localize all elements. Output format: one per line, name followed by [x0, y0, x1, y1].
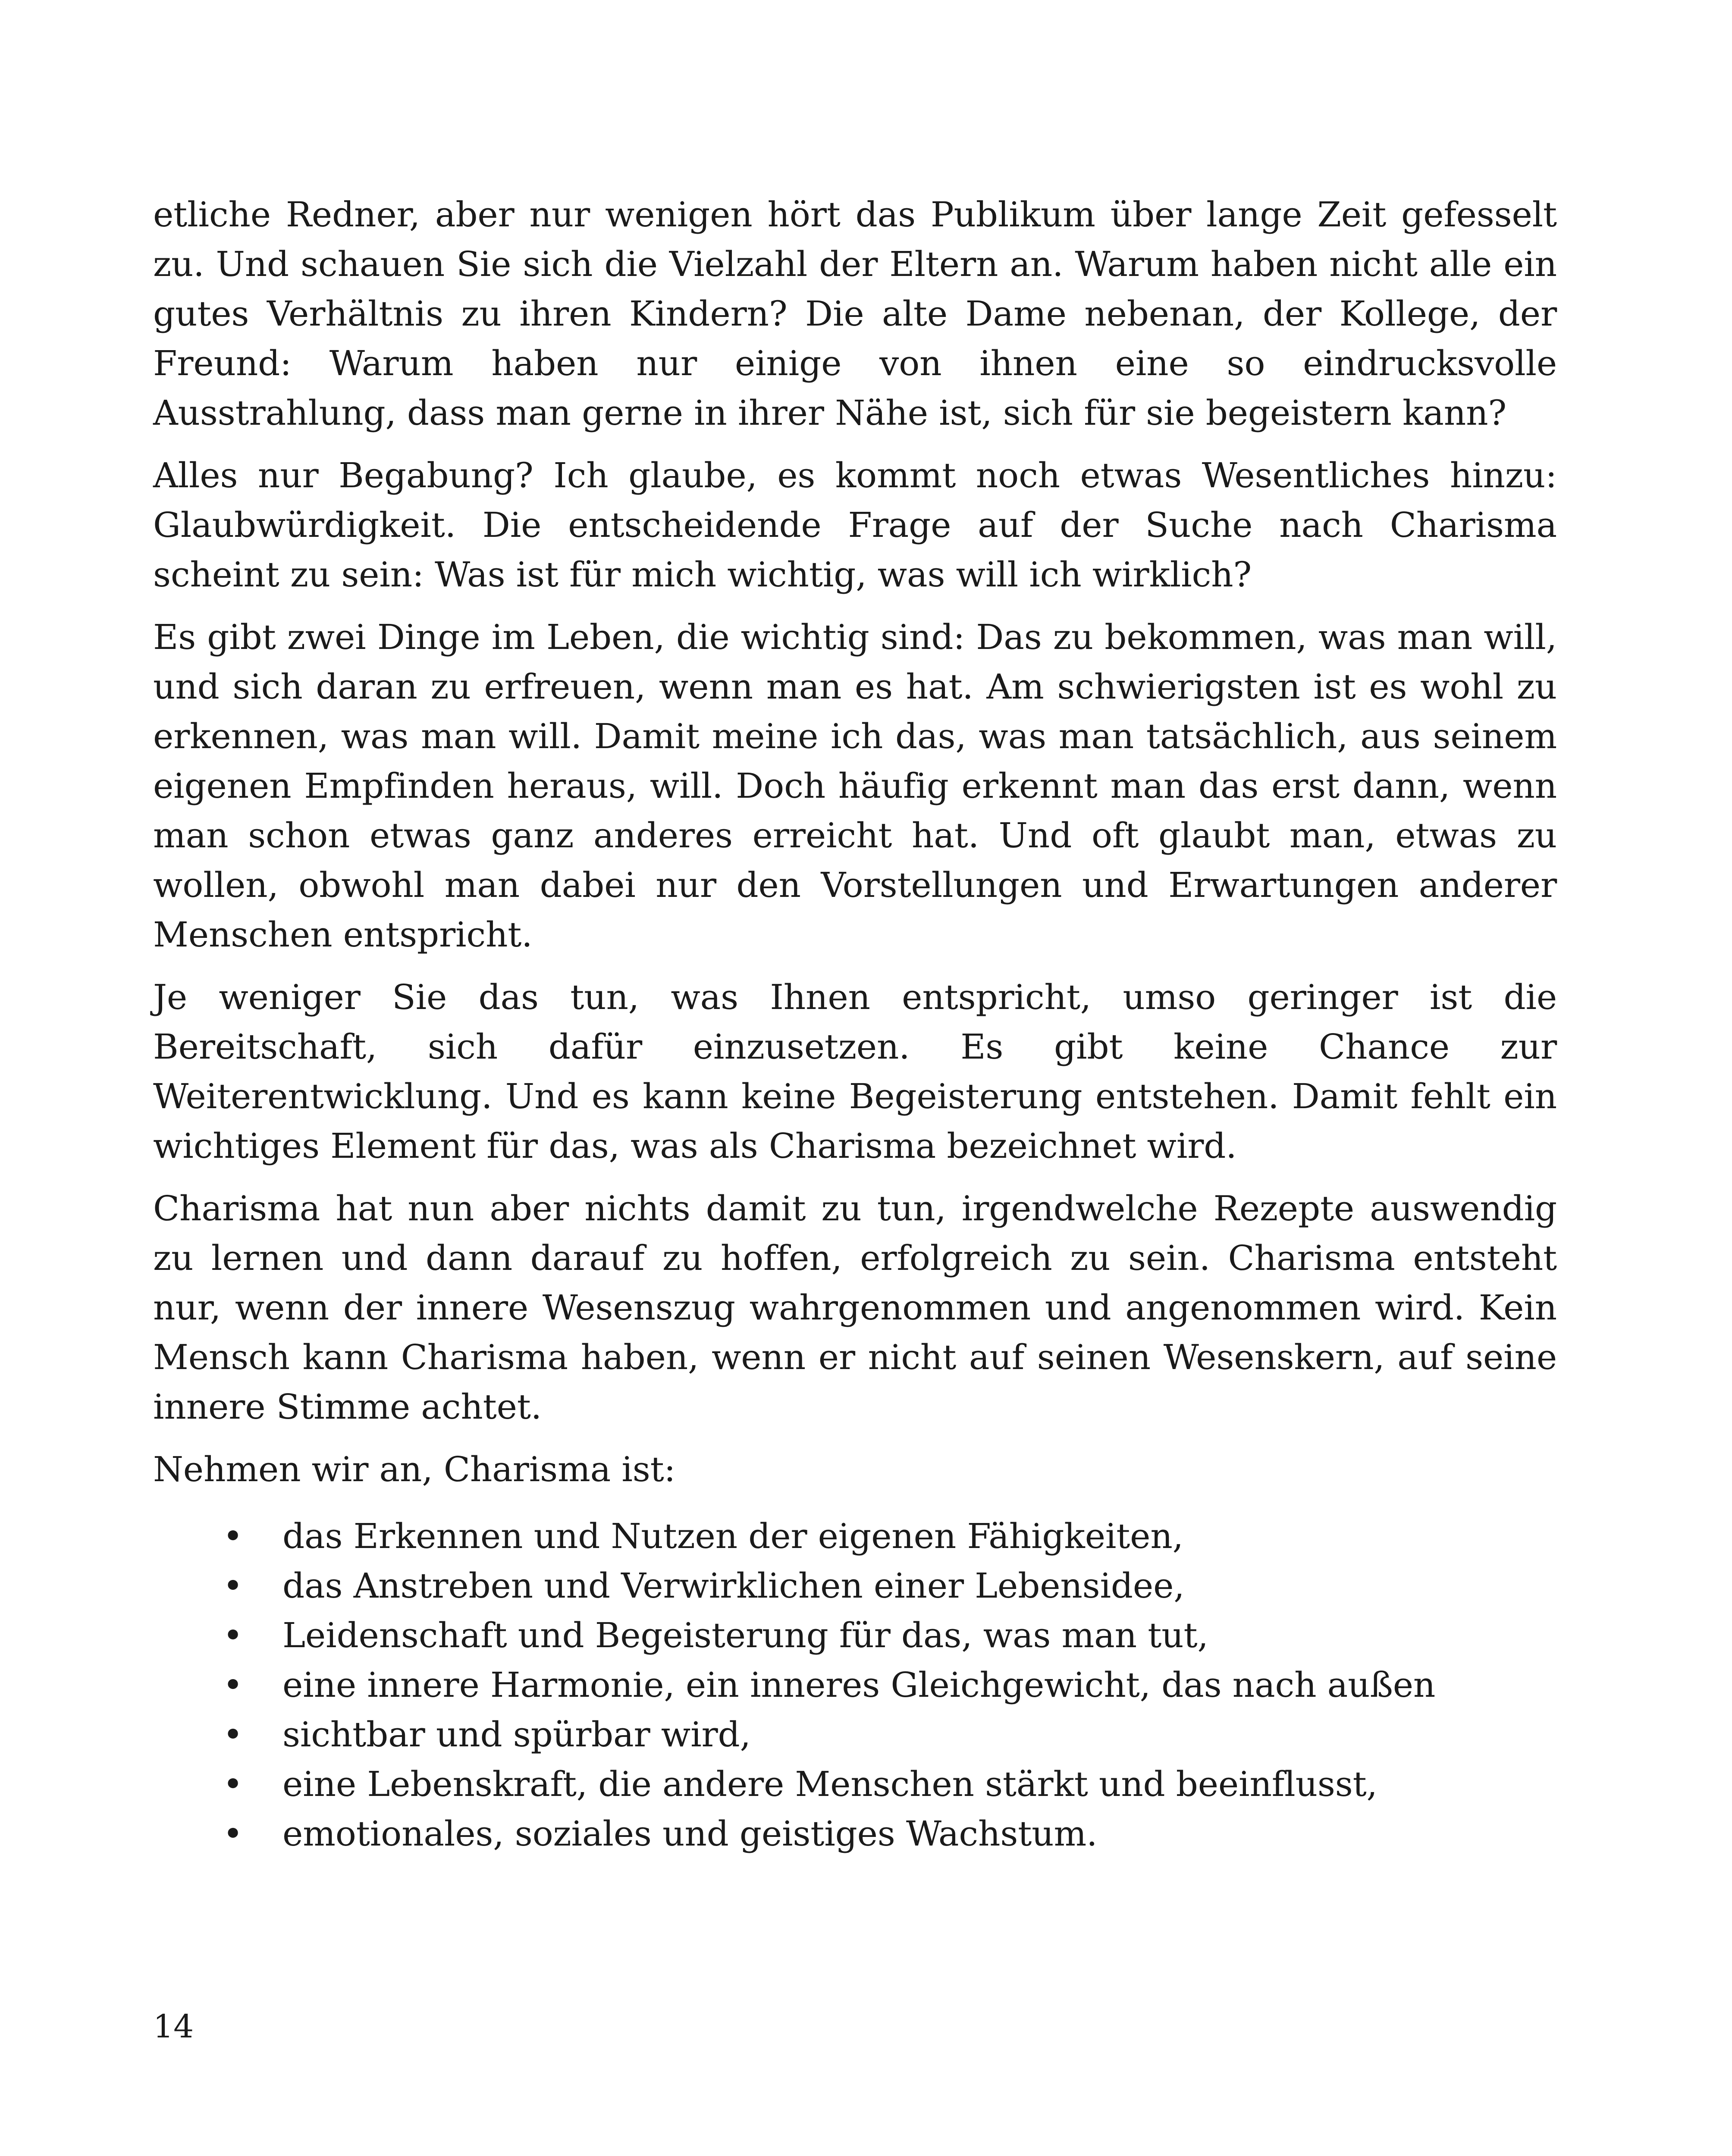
- list-item-text: das Erkennen und Nutzen der eigenen Fähigkeiten,: [282, 1516, 1183, 1556]
- bullet-icon: •: [223, 1814, 243, 1854]
- list-item-text: Leidenschaft und Begeisterung für das, was man tut,: [282, 1615, 1208, 1655]
- list-item: [153, 1561, 1557, 1611]
- list-item-text: sichtbar und spürbar wird,: [282, 1714, 751, 1755]
- list-item: [153, 1809, 1557, 1858]
- page-number: 14: [153, 2008, 194, 2045]
- list-item-text: eine Lebenskraft, die andere Menschen stärkt und beeinflusst,: [282, 1764, 1377, 1804]
- bullet-icon: •: [223, 1615, 243, 1655]
- bullet-icon: •: [223, 1516, 243, 1556]
- paragraph-4: Je weniger Sie das tun, was Ihnen entspricht, umso geringer ist die Bereitschaft, sich dafür einzusetzen. Es gibt keine Chance zur Weiterentwicklung. Und es kann keine Begeisterung entstehen. Damit fehlt ein wichtiges Element für das, was als Charisma bezeichnet wird.: [153, 977, 1557, 1166]
- list-item-text: emotionales, soziales und geistiges Wachstum.: [282, 1814, 1098, 1854]
- list-item: [153, 1759, 1557, 1809]
- paragraph-3: Es gibt zwei Dinge im Leben, die wichtig sind: Das zu bekommen, was man will, und sich daran zu erfreuen, wenn man es hat. Am schwierigsten ist es wohl zu erkennen, was man will. Damit meine ich das, was man tatsächlich, aus seinem eigenen Empfinden heraus, will. Doch häufig erkennt man das erst dann, wenn man schon etwas ganz anderes erreicht hat. Und oft glaubt man, etwas zu wollen, obwohl man dabei nur den Vorstellungen und Erwartungen anderer Menschen entspricht.: [153, 617, 1557, 955]
- paragraph-6-list-intro: Nehmen wir an, Charisma ist:: [153, 1449, 676, 1489]
- list-item: [153, 1710, 1557, 1759]
- bullet-icon: •: [223, 1764, 243, 1804]
- paragraph-5: Charisma hat nun aber nichts damit zu tun, irgendwelche Rezepte auswendig zu lernen und dann darauf zu hoffen, erfolgreich zu sein. Charisma entsteht nur, wenn der innere Wesenszug wahrgenommen und angenommen wird. Kein Mensch kann Charisma haben, wenn er nicht auf seinen Wesenskern, auf seine innere Stimme achtet.: [153, 1188, 1557, 1427]
- charisma-bullet-list: [153, 1511, 1557, 1858]
- page-body: [153, 190, 1557, 1858]
- list-item: [153, 1660, 1557, 1710]
- list-item: [153, 1511, 1557, 1561]
- bullet-icon: •: [223, 1566, 243, 1606]
- list-item: [153, 1611, 1557, 1660]
- list-item-text: das Anstreben und Verwirklichen einer Lebensidee,: [282, 1566, 1185, 1606]
- list-item-text: eine innere Harmonie, ein inneres Gleichgewicht, das nach außen: [282, 1665, 1436, 1705]
- paragraph-1: etliche Redner, aber nur wenigen hört das Publikum über lange Zeit gefesselt zu. Und schauen Sie sich die Vielzahl der Eltern an. Warum haben nicht alle ein gutes Verhältnis zu ihren Kindern? Die alte Dame nebenan, der Kollege, der Freund: Warum haben nur einige von ihnen eine so eindrucksvolle Ausstrahlung, dass man gerne in ihrer Nähe ist, sich für sie begeistern kann?: [153, 194, 1557, 433]
- paragraph-2: Alles nur Begabung? Ich glaube, es kommt noch etwas Wesentliches hinzu: Glaubwürdigkeit. Die entscheidende Frage auf der Suche nach Charisma scheint zu sein: Was ist für mich wichtig, was will ich wirklich?: [153, 455, 1557, 595]
- bullet-icon: •: [223, 1665, 243, 1705]
- bullet-icon: •: [223, 1714, 243, 1755]
